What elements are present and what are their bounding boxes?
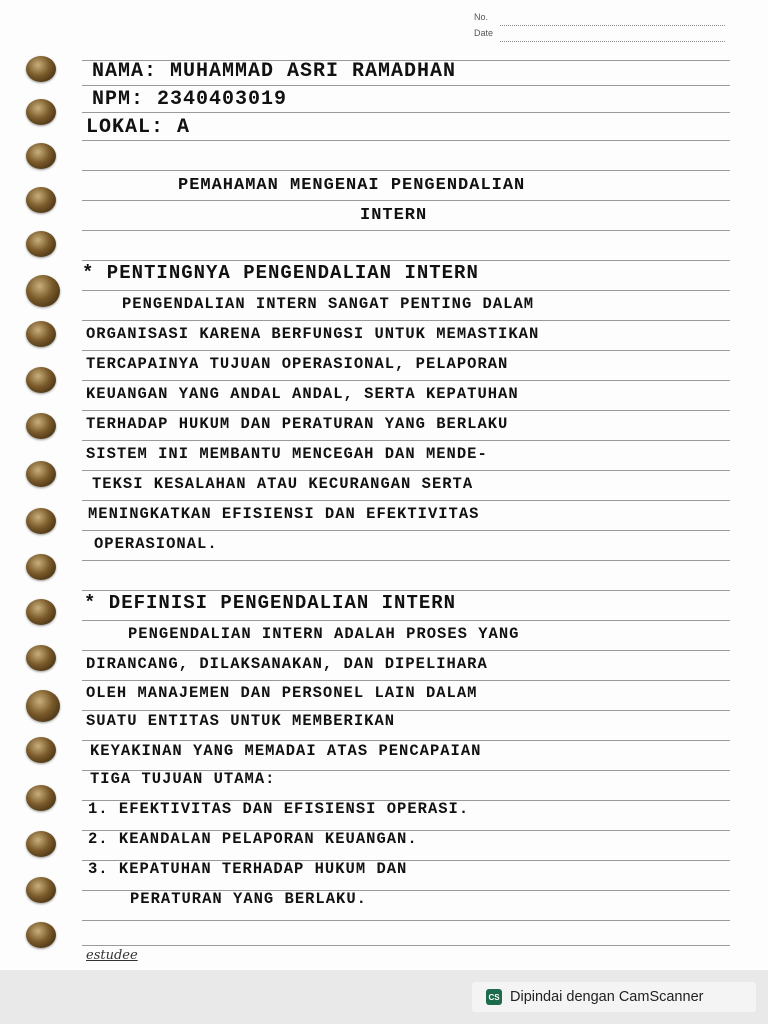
date-line	[500, 41, 725, 42]
binder-hole	[26, 187, 56, 213]
section1-line: ORGANISASI KARENA BERFUNGSI UNTUK MEMASTIKAN	[86, 325, 540, 343]
no-label: No.	[474, 12, 489, 22]
ruled-line	[82, 200, 730, 201]
ruled-line	[82, 320, 730, 321]
ruled-line	[82, 85, 730, 86]
page-title: PEMAHAMAN MENGENAI PENGENDALIAN	[178, 176, 526, 195]
section2-line: 1. EFEKTIVITAS DAN EFISIENSI OPERASI.	[88, 800, 470, 818]
ruled-line	[82, 560, 730, 561]
binder-hole	[26, 275, 60, 307]
section1-line: TEKSI KESALAHAN ATAU KECURANGAN SERTA	[92, 475, 474, 493]
section1-heading: * PENTINGNYA PENGENDALIAN INTERN	[82, 262, 479, 284]
section2-line: 2. KEANDALAN PELAPORAN KEUANGAN.	[88, 830, 418, 848]
section1-line: KEUANGAN YANG ANDAL ANDAL, SERTA KEPATUHAN	[86, 385, 519, 403]
section1-line: PENGENDALIAN INTERN SANGAT PENTING DALAM	[122, 295, 535, 313]
ruled-line	[82, 680, 730, 681]
section2-line: OLEH MANAJEMEN DAN PERSONEL LAIN DALAM	[86, 684, 478, 702]
section1-line: SISTEM INI MEMBANTU MENCEGAH DAN MENDE-	[86, 445, 488, 463]
student-name: NAMA: MUHAMMAD ASRI RAMADHAN	[92, 60, 457, 83]
binder-hole	[26, 508, 56, 534]
section1-line: TERHADAP HUKUM DAN PERATURAN YANG BERLAKU	[86, 415, 509, 433]
ruled-line	[82, 530, 730, 531]
section2-heading: * DEFINISI PENGENDALIAN INTERN	[84, 592, 457, 614]
binder-hole	[26, 737, 56, 763]
student-lokal: LOKAL: A	[86, 116, 191, 139]
binder-hole	[26, 461, 56, 487]
ruled-line	[82, 410, 730, 411]
no-line	[500, 25, 725, 26]
ruled-line	[82, 590, 730, 591]
section2-line: DIRANCANG, DILAKSANAKAN, DAN DIPELIHARA	[86, 655, 488, 673]
ruled-line	[82, 260, 730, 261]
camscanner-icon: CS	[486, 989, 502, 1005]
section2-line: KEYAKINAN YANG MEMADAI ATAS PENCAPAIAN	[90, 742, 482, 760]
binder-hole	[26, 599, 56, 625]
binder-hole	[26, 413, 56, 439]
binder-hole	[26, 56, 56, 82]
estudee-logo: estudee	[86, 948, 138, 963]
section2-line: 3. KEPATUHAN TERHADAP HUKUM DAN	[88, 860, 408, 878]
binder-hole	[26, 321, 56, 347]
ruled-line	[82, 500, 730, 501]
section2-line: PENGENDALIAN INTERN ADALAH PROSES YANG	[128, 625, 520, 643]
binder-hole	[26, 831, 56, 857]
ruled-line	[82, 470, 730, 471]
binder-hole	[26, 143, 56, 169]
binder-hole	[26, 785, 56, 811]
binder-hole	[26, 645, 56, 671]
ruled-line	[82, 230, 730, 231]
ruled-line	[82, 710, 730, 711]
section1-line: TERCAPAINYA TUJUAN OPERASIONAL, PELAPORAN	[86, 355, 509, 373]
camscanner-watermark	[472, 982, 756, 1012]
ruled-line	[82, 290, 730, 291]
section2-line: SUATU ENTITAS UNTUK MEMBERIKAN	[86, 712, 396, 730]
section2-line: PERATURAN YANG BERLAKU.	[130, 890, 367, 908]
ruled-line	[82, 740, 730, 741]
binder-hole	[26, 922, 56, 948]
binder-hole	[26, 554, 56, 580]
ruled-line	[82, 112, 730, 113]
page-title-line2: INTERN	[360, 206, 428, 225]
binder-hole	[26, 690, 60, 722]
ruled-line	[82, 620, 730, 621]
binder-hole	[26, 99, 56, 125]
date-label: Date	[474, 28, 494, 38]
ruled-line	[82, 920, 730, 921]
ruled-line	[82, 945, 730, 946]
section1-line: OPERASIONAL.	[94, 535, 218, 553]
student-npm: NPM: 2340403019	[92, 88, 288, 111]
section1-line: MENINGKATKAN EFISIENSI DAN EFEKTIVITAS	[88, 505, 480, 523]
ruled-line	[82, 440, 730, 441]
section2-line: TIGA TUJUAN UTAMA:	[90, 770, 276, 788]
ruled-line	[82, 650, 730, 651]
binder-hole	[26, 367, 56, 393]
binder-hole	[26, 231, 56, 257]
ruled-line	[82, 380, 730, 381]
ruled-line	[82, 170, 730, 171]
camscanner-label: Dipindai dengan CamScanner	[510, 989, 704, 1005]
binder-hole	[26, 877, 56, 903]
ruled-line	[82, 350, 730, 351]
ruled-line	[82, 140, 730, 141]
